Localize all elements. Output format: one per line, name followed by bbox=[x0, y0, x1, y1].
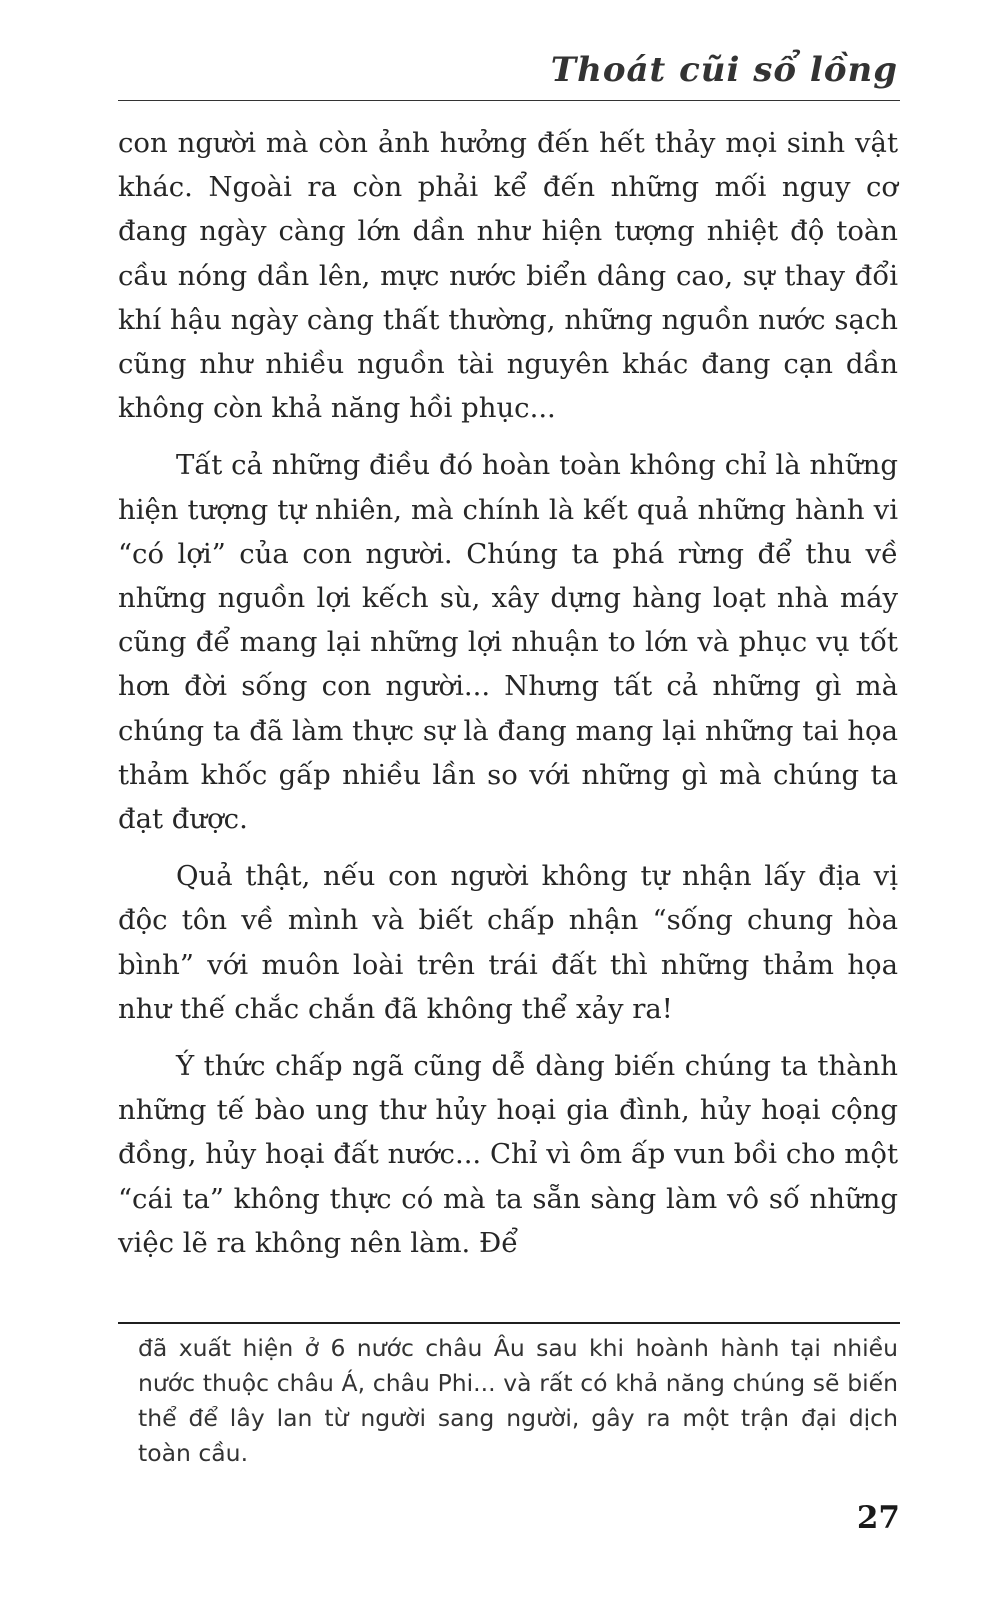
footnote-text: đã xuất hiện ở 6 nước châu Âu sau khi hoành hành tại nhiều nước thuộc châu Á, châu Phi... và rất có khả năng chúng sẽ biến thể để lây lan từ người sang người, gây ra một trận đại dịch toàn cầu. bbox=[138, 1334, 898, 1467]
body-text bbox=[118, 121, 898, 1278]
footnote-rule bbox=[118, 1322, 900, 1324]
paragraph-continued: con người mà còn ảnh hưởng đến hết thảy mọi sinh vật khác. Ngoài ra còn phải kể đến những mối nguy cơ đang ngày càng lớn dần như hiện tượng nhiệt độ toàn cầu nóng dần lên, mực nước biển dâng cao, sự thay đổi khí hậu ngày càng thất thường, những nguồn nước sạch cũng như nhiều nguồn tài nguyên khác đang cạn dần không còn khả năng hồi phục... bbox=[118, 127, 898, 425]
paragraph: Ý thức chấp ngã cũng dễ dàng biến chúng ta thành những tế bào ung thư hủy hoại gia đình, hủy hoại cộng đồng, hủy hoại đất nước... Chỉ vì ôm ấp vun bồi cho một “cái ta” không thực có mà ta sẵn sàng làm vô số những việc lẽ ra không nên làm. Để bbox=[118, 1050, 898, 1259]
paragraph: Quả thật, nếu con người không tự nhận lấy địa vị độc tôn về mình và biết chấp nhận “sống chung hòa bình” với muôn loài trên trái đất thì những thảm họa như thế chắc chắn đã không thể xảy ra! bbox=[118, 860, 898, 1025]
paragraph: Tất cả những điều đó hoàn toàn không chỉ là những hiện tượng tự nhiên, mà chính là kết quả những hành vi “có lợi” của con người. Chúng ta phá rừng để thu về những nguồn lợi kếch sù, xây dựng hàng loạt nhà máy cũng để mang lại những lợi nhuận to lớn và phục vụ tốt hơn đời sống con người... Nhưng tất cả những gì mà chúng ta đã làm thực sự là đang mang lại những tai họa thảm khốc gấp nhiều lần so với những gì mà chúng ta đạt được. bbox=[118, 449, 898, 836]
page-number: 27 bbox=[856, 1500, 900, 1536]
running-header-title: Thoát cũi sổ lồng bbox=[550, 50, 898, 90]
header-rule bbox=[118, 100, 900, 101]
